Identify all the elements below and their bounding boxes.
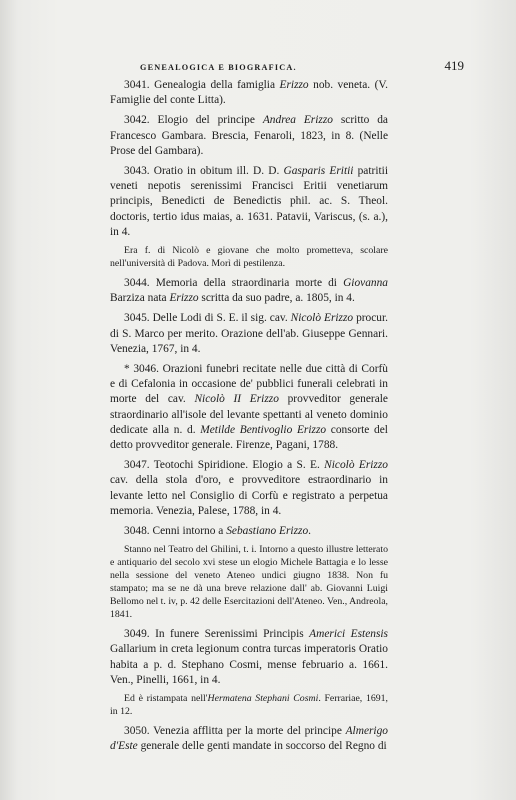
entry-indent <box>110 277 124 289</box>
entry-indent <box>110 693 124 704</box>
entry-text: . <box>308 525 312 538</box>
entry-text: nob. veneta. (V. Famiglie del conte Litta). <box>110 79 388 107</box>
entry-indent <box>110 79 124 91</box>
entry-text: 3043. Oratio in obitum ill. D. D. <box>124 165 284 178</box>
italic-name: Hermatena Stephani Cosmi <box>207 693 319 705</box>
italic-name: Almerigo d'Este <box>110 725 388 753</box>
entry-indent <box>110 363 124 375</box>
entry-text: 3042. Elogio del principe <box>124 114 263 127</box>
entry-text: Era f. di Nicolò e giovane che molto prometteva, scolare nell'università di Padova. Morì di pestilenza. <box>110 245 388 270</box>
bibliography-entry <box>110 362 388 453</box>
italic-name: Nicolò Erizzo <box>324 459 388 472</box>
entry-text: 3041. Genealogia della famiglia <box>124 79 280 91</box>
italic-name: Giovanna <box>343 277 388 290</box>
italic-name: Andrea Erizzo <box>262 114 333 127</box>
entry-text: Ed è ristampata nell' <box>124 693 208 705</box>
entry-text: 3047. Teotochi Spiridione. Elogio a S. E. <box>124 459 325 472</box>
italic-name: Sebastiano Erizzo <box>226 525 309 538</box>
entry-indent <box>110 725 124 737</box>
entry-text: 3049. In funere Serenissimi Principis <box>124 628 310 641</box>
entry-text: Gallarium in creta legionum contra turcas imperatoris Oratio habita a p. d. Stephano Cosmi, mense februario a. 1661. Ven., Pinelli, 1661, in 4. <box>110 643 388 686</box>
bibliography-entry <box>110 627 388 688</box>
entry-text: Barziza nata <box>110 292 170 305</box>
italic-name: Nicolò Erizzo <box>290 312 354 325</box>
entry-indent <box>110 165 124 177</box>
entry-text: 3050. Venezia afflitta per la morte del principe <box>124 725 346 738</box>
bibliography-entry <box>110 724 388 754</box>
italic-name: Erizzo <box>169 292 199 305</box>
italic-name: Nicolò II Erizzo <box>194 393 279 406</box>
entry-text: patritii veneti nepotis serenissimi Francisci Eritii venetiarum principis, Benedicti de Benedictis phil. ac. S. Theol. doctoris, tertio idus maias, a. 1631. Patavii, Variscus, (s. a.), in 4. <box>110 165 388 238</box>
italic-name: Americi Estensis <box>309 628 388 641</box>
italic-name: Erizzo <box>279 79 309 91</box>
entry-text: 3045. Delle Lodi di S. E. il sig. cav. <box>124 312 291 325</box>
entry-indent <box>110 459 124 471</box>
entry-text: cav. della stola d'oro, e provveditore estraordinario in levante letto nel Consiglio di Corfù e registrato a perpetua memoria. Venezia, Palese, 1788, in 4. <box>110 474 388 517</box>
entry-text: scritta da suo padre, a. 1805, in 4. <box>198 292 355 305</box>
entry-text: 3048. Cenni intorno a <box>124 525 227 538</box>
bibliography-entry <box>110 276 388 306</box>
entry-indent <box>110 628 124 640</box>
entry-note <box>110 543 388 621</box>
entry-indent <box>110 245 124 256</box>
entry-note <box>110 692 388 718</box>
entry-text: . Ferrariae, 1691, in 12. <box>110 693 388 718</box>
entry-text: generale delle genti mandate in soccorso del Regno di <box>137 740 387 753</box>
entry-indent <box>110 544 124 555</box>
entry-text: 3044. Memoria della straordinaria morte di <box>124 277 344 290</box>
italic-name: Metilde Bentivoglio Erizzo <box>200 423 327 436</box>
italic-name: Gasparis Eritii <box>283 165 354 178</box>
bibliography-entry <box>110 113 388 159</box>
entry-note <box>110 244 388 270</box>
entry-text: procur. di S. Marco per merito. Orazione dell'ab. Giuseppe Gennari. Venezia, 1767, in 4. <box>110 312 389 355</box>
bibliography-entry <box>110 458 388 519</box>
entry-text: scritto da Francesco Gambara. Brescia, Fenaroli, 1823, in 8. (Nelle Prose del Gambara). <box>110 114 388 157</box>
text-body <box>110 78 388 760</box>
entry-text: consorte del detto provveditor generale. Firenze, Pagani, 1788. <box>110 423 388 452</box>
running-title: GENEALOGICA E BIOGRAFICA. <box>140 63 297 72</box>
entry-indent <box>110 114 124 126</box>
bibliography-entry <box>110 164 388 240</box>
entry-indent <box>110 312 124 324</box>
bibliography-entry <box>110 78 388 108</box>
bibliography-entry <box>110 311 388 357</box>
entry-text: Stanno nel Teatro del Ghilini, t. i. Intorno a questo illustre letterato e antiquario del secolo xvi stese un elogio Michele Battagia e lo lesse nella sessione del veneto Ateneo undici giugno 1838. Non fu stampato; ma se ne dà una breve relazione dall' ab. Giovanni Luigi Bellomo nel t. iv, p. 42 delle Esercitazioni dell'Ateneo. Ven., Andreola, 1841. <box>110 544 388 621</box>
entry-indent <box>110 525 124 537</box>
bibliography-entry <box>110 524 388 539</box>
page-number: 419 <box>444 58 464 73</box>
entry-text: * 3046. Orazioni funebri recitate nelle due città di Corfù e di Cefalonia in occasione de' pubblici funerali celebrati in morte del cav. <box>110 363 388 406</box>
page-header <box>110 58 464 74</box>
entry-text: provveditor generale straordinario all'isole del levante spettanti al veneto dominio dedicate alla n. d. <box>110 393 388 436</box>
